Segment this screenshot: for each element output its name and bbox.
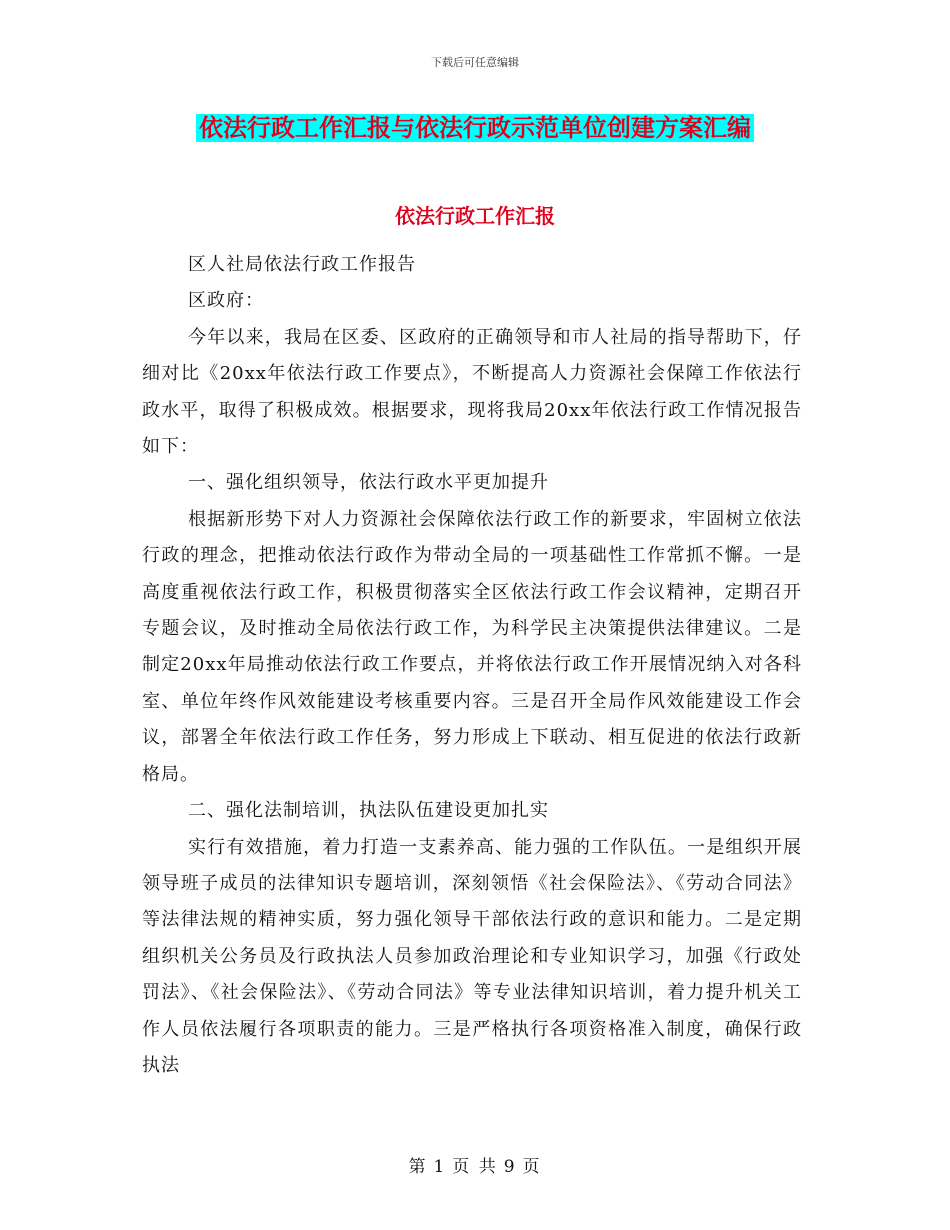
footer-middle: 页 共 bbox=[452, 1157, 498, 1177]
footer-prefix: 第 bbox=[408, 1157, 428, 1177]
header-note: 下载后可任意编辑 bbox=[431, 56, 519, 69]
page-footer bbox=[0, 1152, 950, 1177]
addressee: 区政府： bbox=[188, 290, 264, 312]
paragraph-section-2: 实行有效措施，着力打造一支素养高、能力强的工作队伍。一是组织开展领导班子成员的法律知识专题培训，深刻领悟《社会保险法》、《劳动合同法》等法律法规的精神实质，努力强化领导干部依法行政的意识和能力。二是定期组织机关公务员及行政执法人员参加政治理论和专业知识学习，加强《行政处罚法》、《社会保险法》、《劳动合同法》等专业法律知识培训，着力提升机关工作人员依法履行各项职责的能力。三是严格执行各项资格准入制度，确保行政执法 bbox=[142, 836, 802, 1076]
document-title-text: 依法行政工作汇报与依法行政示范单位创建方案汇编 bbox=[196, 114, 754, 142]
section-title: 依法行政工作汇报 bbox=[395, 204, 555, 228]
paragraph-section-1: 根据新形势下对人力资源社会保障依法行政工作的新要求，牢固树立依法行政的理念，把推动依法行政作为带动全局的一项基础性工作常抓不懈。一是高度重视依法行政工作，积极贯彻落实全区依法行政工作会议精神，定期召开专题会议，及时推动全局依法行政工作，为科学民主决策提供法律建议。二是制定20xx年局推动依法行政工作要点，并将依法行政工作开展情况纳入对各科室、单位年终作风效能建设考核重要内容。三是召开全局作风效能建设工作会议，部署全年依法行政工作任务，努力形成上下联动、相互促进的依法行政新格局。 bbox=[142, 508, 802, 785]
section-heading-1: 一、强化组织领导，依法行政水平更加提升 bbox=[188, 472, 549, 494]
section-heading-2: 二、强化法制培训，执法队伍建设更加扎实 bbox=[188, 800, 549, 822]
footer-total-pages: 9 bbox=[503, 1157, 517, 1177]
report-heading: 区人社局依法行政工作报告 bbox=[188, 254, 416, 275]
document-body bbox=[142, 247, 802, 1084]
paragraph-intro: 今年以来，我局在区委、区政府的正确领导和市人社局的指导帮助下，仔细对比《20xx年依法行政工作要点》，不断提高人力资源社会保障工作依法行政水平，取得了积极成效。根据要求，现将我局20xx年依法行政工作情况报告如下： bbox=[142, 326, 802, 458]
footer-suffix: 页 bbox=[522, 1157, 542, 1177]
footer-page-number: 1 bbox=[433, 1157, 447, 1177]
document-title bbox=[0, 110, 950, 146]
